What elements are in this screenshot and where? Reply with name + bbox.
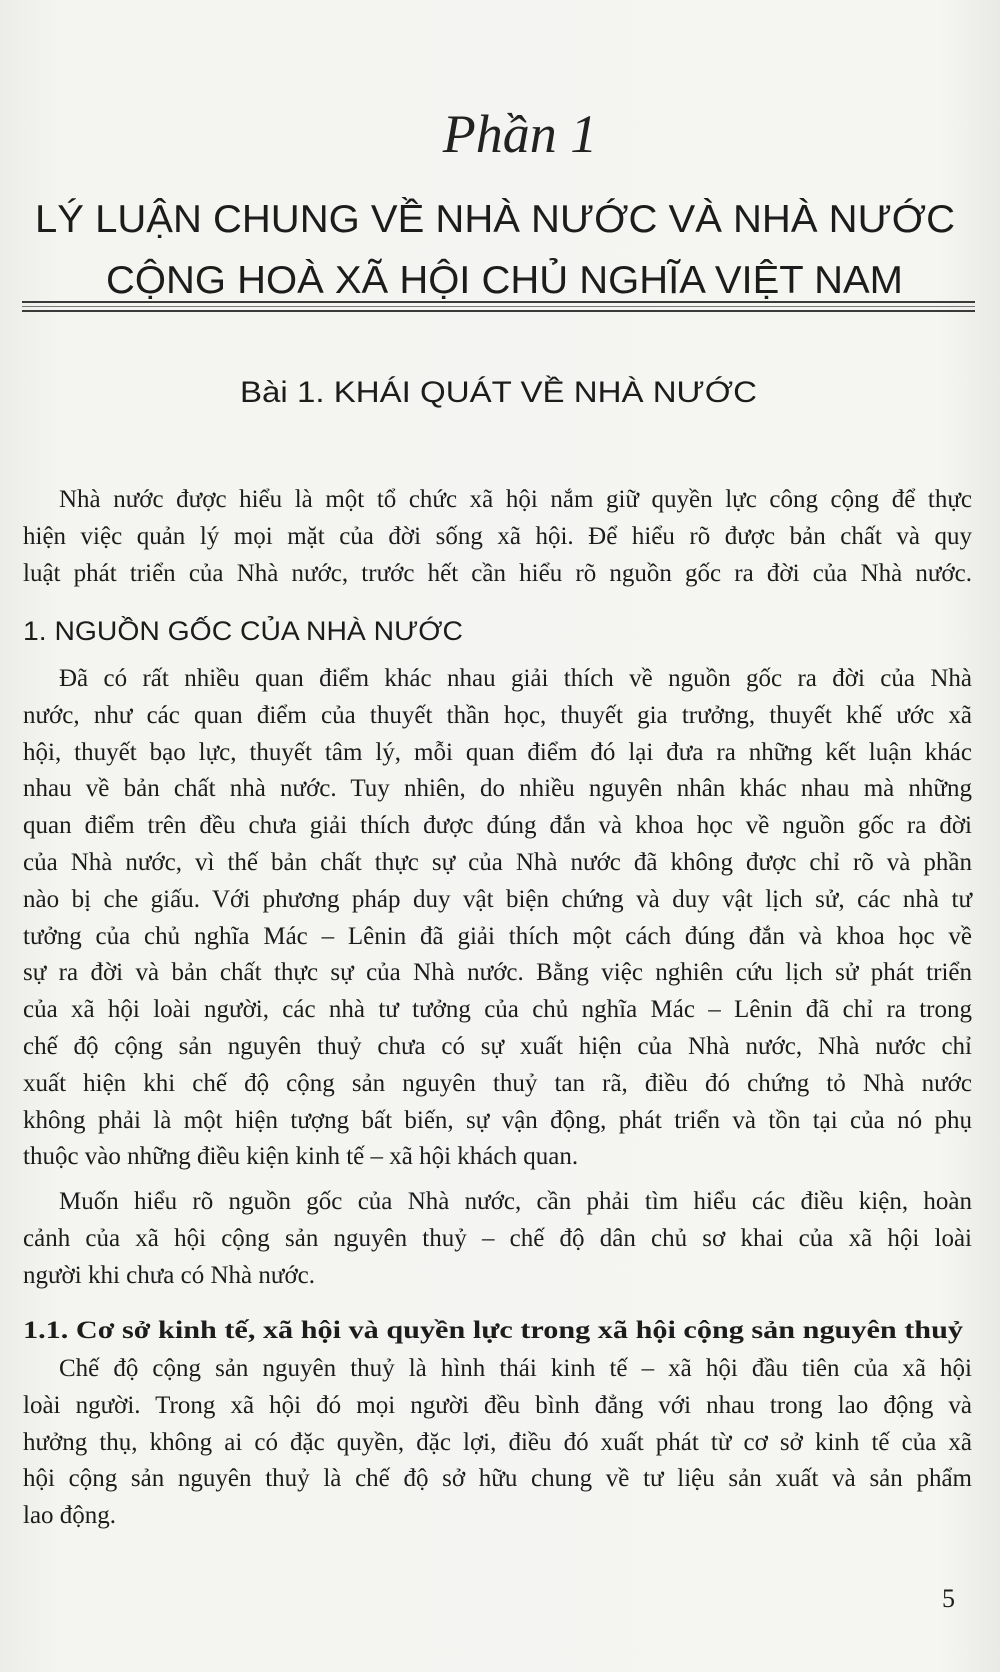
section-1-heading xyxy=(0,608,1000,652)
text-line: của xã hội loài người, các nhà tư tưởng của chủ nghĩa Mác – Lênin đã chỉ ra trong xyxy=(23,996,972,1024)
subsection-1-1-paragraph xyxy=(23,1351,972,1535)
text-line: luật phát triển của Nhà nước, trước hết cần hiểu rõ nguồn gốc ra đời của Nhà nước. xyxy=(23,559,972,587)
text-line: Đã có rất nhiều quan điểm khác nhau giải thích về nguồn gốc ra đời của Nhà xyxy=(59,665,972,692)
title-rule-top xyxy=(22,301,975,303)
text-line: nước, như các quan điểm của thuyết thần học, thuyết gia trưởng, thuyết khế ước xã xyxy=(23,701,972,729)
text-line: nhau về bản chất nhà nước. Tuy nhiên, do nhiều nguyên nhân khác nhau mà những xyxy=(23,775,972,803)
part-title-line-1 xyxy=(0,190,1000,250)
part-title-text-1: LÝ LUẬN CHUNG VỀ NHÀ NƯỚC VÀ NHÀ NƯỚC xyxy=(35,198,932,241)
text-line: nào bị che giấu. Với phương pháp duy vật biện chứng và duy vật lịch sử, các nhà tư xyxy=(23,885,972,913)
subsection-1-1-heading xyxy=(0,1310,1000,1350)
text-line: hội cộng sản nguyên thuỷ là chế độ sở hữu chung về tư liệu sản xuất và sản phẩm xyxy=(23,1465,972,1493)
text-line: quan điểm trên đều chưa giải thích được đúng đắn và khoa học về nguồn gốc ra đời xyxy=(23,812,972,840)
text-line: sự ra đời và bản chất thực sự của Nhà nước. Bằng việc nghiên cứu lịch sử phát triển xyxy=(23,959,972,987)
text-line: Muốn hiểu rõ nguồn gốc của Nhà nước, cần phải tìm hiểu các điều kiện, hoàn xyxy=(59,1188,972,1215)
intro-paragraph xyxy=(23,482,972,592)
text-line: người khi chưa có Nhà nước. xyxy=(23,1261,316,1289)
text-line: lao động. xyxy=(23,1502,117,1530)
text-line: không phải là một hiện tượng bất biến, sự vận động, phát triển và tồn tại của nó phụ xyxy=(23,1106,972,1134)
part-title-text-2: CỘNG HOÀ XÃ HỘI CHỦ NGHĨA VIỆT NAM xyxy=(106,259,884,302)
page-number: 5 xyxy=(942,1584,955,1613)
lesson-title xyxy=(0,368,1000,418)
text-line: Nhà nước được hiểu là một tổ chức xã hội nắm giữ quyền lực công cộng để thực xyxy=(59,486,972,513)
text-line: hiện việc quản lý mọi mặt của đời sống xã hội. Để hiểu rõ được bản chất và quy xyxy=(23,522,972,550)
text-line: chế độ cộng sản nguyên thuỷ chưa có sự xuất hiện của Nhà nước, Nhà nước chỉ xyxy=(23,1032,972,1060)
part-label-text: Phần 1 xyxy=(442,104,598,164)
lesson-title-text: Bài 1. KHÁI QUÁT VỀ NHÀ NƯỚC xyxy=(240,376,710,409)
text-line: thuộc vào những điều kiện kinh tế – xã hội khách quan. xyxy=(23,1143,579,1171)
text-line: loài người. Trong xã hội đó mọi người đều bình đẳng với nhau trong lao động và xyxy=(23,1391,972,1419)
subsection-1-1-heading-text: 1.1. Cơ sở kinh tế, xã hội và quyền lực trong xã hội cộng sản nguyên thuỷ xyxy=(23,1317,964,1344)
title-rule-middle xyxy=(22,306,975,307)
text-line: cảnh của xã hội cộng sản nguyên thuỷ – chế độ dân chủ sơ khai của xã hội loài xyxy=(23,1224,972,1252)
text-line: tưởng của chủ nghĩa Mác – Lênin đã giải thích một cách đúng đắn và khoa học về xyxy=(23,922,972,950)
text-line: của Nhà nước, vì thế bản chất thực sự của Nhà nước đã không được chỉ rõ và phần xyxy=(23,848,972,876)
section-1-heading-text: 1. NGUỒN GỐC CỦA NHÀ NƯỚC xyxy=(23,616,443,646)
part-label xyxy=(0,100,1000,170)
title-rule-bottom xyxy=(22,310,975,312)
section-1-paragraph-1 xyxy=(23,661,972,1176)
text-line: xuất hiện khi chế độ cộng sản nguyên thuỷ tan rã, điều đó chứng tỏ Nhà nước xyxy=(23,1069,972,1097)
section-1-paragraph-2 xyxy=(23,1184,972,1294)
text-line: Chế độ cộng sản nguyên thuỷ là hình thái kinh tế – xã hội đầu tiên của xã hội xyxy=(59,1355,972,1382)
text-line: hội, thuyết bạo lực, thuyết tâm lý, mỗi quan điểm đó lại đưa ra những kết luận khác xyxy=(23,738,972,766)
text-line: hưởng thụ, không ai có đặc quyền, đặc lợi, điều đó xuất phát từ cơ sở kinh tế của xã xyxy=(23,1428,972,1456)
